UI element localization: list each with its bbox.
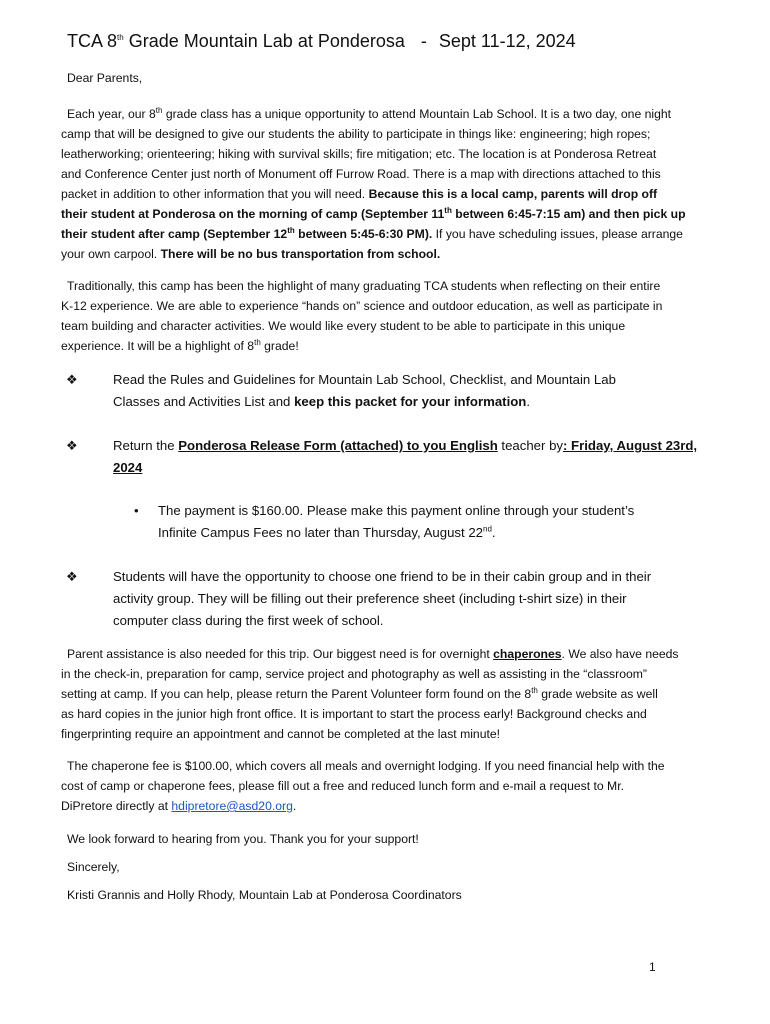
tradition-paragraph — [61, 276, 716, 356]
p3-line: fingerprinting require an appointment and cannot be completed at the last minute! — [61, 727, 501, 741]
chaperones-emphasis: chaperones — [493, 647, 562, 661]
diamond-star-icon: ❖ — [66, 438, 78, 453]
p4-line: The chaperone fee is $100.00, which covers all meals and overnight lodging. If you need financial help with the — [67, 759, 665, 773]
release-form-deadline: : Friday, August 23rd, — [563, 438, 698, 453]
email-link[interactable]: hdipretore@asd20.org — [171, 799, 293, 813]
p4-line: cost of camp or chaperone fees, please fill out a free and reduced lunch form and e-mail a request to Mr. — [61, 779, 624, 793]
title-sup: th — [117, 33, 124, 42]
p4-line: DiPretore directly at hdipretore@asd20.org. — [61, 799, 297, 813]
payment-sub-bullet-text: The payment is $160.00. Please make this payment online through your student’s Infinite Campus Fees no later than Thursday, August 22nd. — [158, 503, 635, 540]
p1-line: their student after camp (September 12th between 5:45-6:30 PM). If you have scheduling issues, please arrange — [61, 225, 683, 241]
p1-line: camp that will be designed to give our students the ability to participate in things like: engineering; high ropes; — [61, 127, 651, 141]
p1-line: your own carpool. There will be no bus transportation from school. — [61, 247, 441, 261]
diamond-star-icon: ❖ — [66, 569, 78, 584]
chaperone-fee-paragraph — [61, 756, 716, 816]
signature-line: Kristi Grannis and Holly Rhody, Mountain Lab at Ponderosa Coordinators — [67, 888, 462, 902]
bullet-dot-icon: • — [134, 503, 139, 518]
p3-line: as hard copies in the junior high front office. It is important to start the process early! Background checks and — [61, 707, 647, 721]
p2-line: experience. It will be a highlight of 8th grade! — [61, 337, 299, 353]
title-rest: Grade Mountain Lab at Ponderosa — [123, 31, 405, 51]
release-form-bullet-text: Return the Ponderosa Release Form (attached) to you English teacher by: Friday, August 23rd, 2024 — [113, 438, 698, 475]
p3-line: in the check-in, preparation for camp, service project and photography as well as assisting in the “classroom” — [61, 667, 647, 681]
title-dash: - — [420, 31, 427, 51]
p1-line: leatherworking; orienteering; hiking with survival skills; fire mitigation; etc. The location is at Ponderosa Retreat — [61, 147, 657, 161]
page-title — [67, 31, 576, 52]
page-number: 1 — [649, 960, 656, 974]
intro-paragraph — [61, 104, 716, 264]
friend-choice-bullet-text: Students will have the opportunity to choose one friend to be in their cabin group and in their activity group. They will be filling out their preference sheet (including t-shirt size) in their computer class during the first week of school. — [113, 569, 652, 628]
p1-line: packet in addition to other information that you will need. Because this is a local camp, parents will drop off — [61, 187, 658, 201]
title-main: TCA 8 — [67, 31, 118, 51]
title-dates: Sept 11-12, 2024 — [438, 31, 576, 51]
closing-salutation: Sincerely, — [67, 860, 120, 874]
p2-line: Traditionally, this camp has been the highlight of many graduating TCA students when reflecting on their entire — [67, 279, 661, 293]
p1-line: and Conference Center just north of Monument off Furrow Road. There is a map with directions attached to this — [61, 167, 661, 181]
p2-line: team building and character activities. We would like every student to be able to participate in this unique — [61, 319, 626, 333]
parent-assistance-paragraph — [61, 644, 716, 744]
salutation: Dear Parents, — [67, 71, 143, 85]
diamond-star-icon: ❖ — [66, 372, 78, 387]
p2-line: K-12 experience. We are able to experience “hands on” science and outdoor education, as well as participate in — [61, 299, 663, 313]
p1-line: Each year, our 8th grade class has a unique opportunity to attend Mountain Lab School. It is a two day, one night — [67, 105, 672, 121]
rules-bullet-text: Read the Rules and Guidelines for Mountain Lab School, Checklist, and Mountain Lab Classes and Activities List and keep this packet for your information. — [113, 372, 616, 409]
p1-line: their student at Ponderosa on the morning of camp (September 11th between 6:45-7:15 am) and then pick up — [61, 205, 686, 221]
p3-line: setting at camp. If you can help, please return the Parent Volunteer form found on the 8th grade website as well — [61, 685, 658, 701]
closing-paragraph: We look forward to hearing from you. Thank you for your support! — [67, 832, 419, 846]
p3-line: Parent assistance is also needed for this trip. Our biggest need is for overnight chaperones. We also have needs — [67, 647, 679, 661]
release-form-name: Ponderosa Release Form (attached) to you English — [178, 438, 498, 453]
